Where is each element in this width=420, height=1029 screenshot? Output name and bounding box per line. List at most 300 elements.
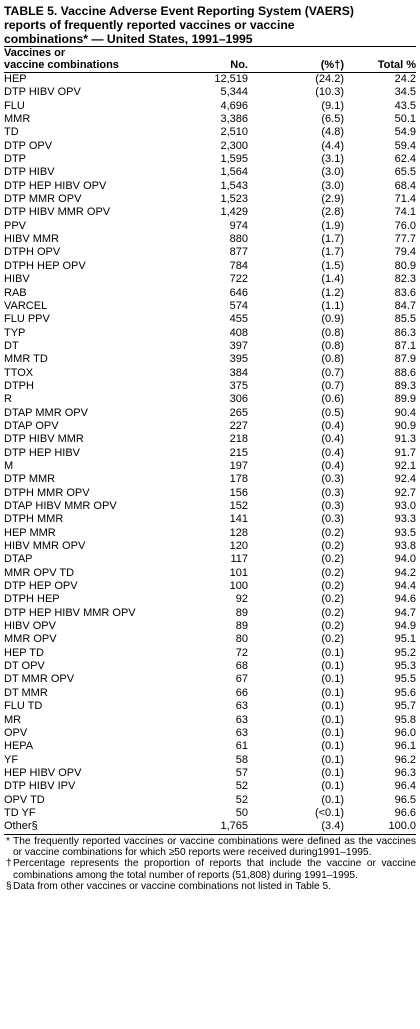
table-row bbox=[4, 794, 416, 807]
cell-count: 12,519 bbox=[214, 73, 248, 85]
table-row bbox=[4, 593, 416, 606]
cell-vaccine: DTP HEP OPV bbox=[4, 580, 78, 593]
cell-count: 395 bbox=[229, 353, 248, 366]
cell-count: 101 bbox=[229, 566, 248, 579]
cell-vaccine: TYP bbox=[4, 326, 26, 339]
cell-count: 89 bbox=[235, 606, 248, 619]
cell-count: 2,510 bbox=[220, 126, 248, 139]
table-row bbox=[4, 340, 416, 353]
cell-count: 375 bbox=[229, 379, 248, 392]
cell-vaccine: DT MMR OPV bbox=[4, 673, 75, 686]
cell-total: 87.1 bbox=[394, 339, 416, 352]
table-row bbox=[4, 607, 416, 620]
table-row bbox=[4, 273, 416, 286]
cell-vaccine: RAB bbox=[4, 286, 27, 299]
footnote bbox=[4, 858, 416, 881]
header-row bbox=[4, 47, 416, 73]
cell-count: 4,696 bbox=[220, 99, 248, 112]
cell-percent: (<0.1) bbox=[314, 806, 344, 819]
cell-vaccine: HIBV OPV bbox=[4, 620, 56, 633]
cell-count: 397 bbox=[229, 339, 248, 352]
table-row bbox=[4, 727, 416, 740]
footnote-text: Percentage represents the proportion of reports that include the vaccine or vaccine combinations among the total number of reports (51,808) during 1991–1995. bbox=[13, 858, 416, 881]
footnote-mark: * bbox=[6, 835, 10, 847]
cell-total: 94.4 bbox=[394, 580, 416, 593]
table-row bbox=[4, 807, 416, 820]
table-row bbox=[4, 140, 416, 153]
cell-count: 197 bbox=[229, 459, 248, 472]
cell-total: 95.7 bbox=[394, 700, 416, 713]
table-row bbox=[4, 193, 416, 206]
table-row bbox=[4, 367, 416, 380]
table-row bbox=[4, 327, 416, 340]
cell-vaccine: DT MMR bbox=[4, 686, 48, 699]
cell-total: 82.3 bbox=[394, 273, 416, 286]
footnote-text: Data from other vaccines or vaccine combinations not listed in Table 5. bbox=[13, 881, 332, 893]
cell-total: 96.0 bbox=[394, 726, 416, 739]
cell-count: 574 bbox=[229, 299, 248, 312]
cell-vaccine: TD bbox=[4, 126, 19, 139]
table-row bbox=[4, 86, 416, 99]
cell-percent: (0.1) bbox=[321, 766, 344, 779]
cell-total: 95.1 bbox=[394, 633, 416, 646]
cell-total: 100.0 bbox=[344, 820, 416, 834]
table-row bbox=[4, 500, 416, 513]
cell-percent: (3.0) bbox=[321, 179, 344, 192]
cell-count: 58 bbox=[235, 753, 248, 766]
cell-percent: (0.1) bbox=[321, 740, 344, 753]
table-row bbox=[4, 433, 416, 446]
cell-vaccine: DTP HIBV IPV bbox=[4, 780, 76, 793]
cell-percent: (0.1) bbox=[321, 753, 344, 766]
cell-count: 877 bbox=[229, 246, 248, 259]
col-header-percent: (%†) bbox=[320, 58, 344, 71]
cell-percent: (0.7) bbox=[321, 366, 344, 379]
cell-total: 88.6 bbox=[394, 366, 416, 379]
cell-vaccine: MMR OPV TD bbox=[4, 566, 75, 579]
cell-vaccine: DTP MMR OPV bbox=[4, 193, 82, 206]
cell-count: 384 bbox=[229, 366, 248, 379]
cell-percent: (10.3) bbox=[315, 86, 344, 99]
cell-total: 95.8 bbox=[394, 713, 416, 726]
table-row bbox=[4, 473, 416, 486]
table-row bbox=[4, 420, 416, 433]
cell-percent: (0.2) bbox=[321, 606, 344, 619]
cell-total: 43.5 bbox=[394, 99, 416, 112]
cell-vaccine: TD YF bbox=[4, 806, 36, 819]
cell-vaccine: DTP HIBV MMR OPV bbox=[4, 206, 111, 219]
table-title bbox=[4, 4, 416, 46]
table-row bbox=[4, 673, 416, 686]
cell-total: 95.3 bbox=[394, 660, 416, 673]
cell-vaccine: HEP MMR bbox=[4, 526, 56, 539]
cell-percent: (0.3) bbox=[321, 513, 344, 526]
table-row bbox=[4, 700, 416, 713]
table-row bbox=[4, 246, 416, 259]
table-row bbox=[4, 220, 416, 233]
cell-vaccine: HEP TD bbox=[4, 646, 44, 659]
cell-total: 96.4 bbox=[394, 780, 416, 793]
cell-total: 85.5 bbox=[394, 313, 416, 326]
table-row bbox=[4, 313, 416, 326]
cell-percent: (0.3) bbox=[321, 473, 344, 486]
cell-total: 62.4 bbox=[394, 153, 416, 166]
cell-total: 84.7 bbox=[394, 299, 416, 312]
cell-total: 89.9 bbox=[394, 393, 416, 406]
cell-count: 80 bbox=[235, 633, 248, 646]
table-row bbox=[4, 407, 416, 420]
cell-percent: (0.2) bbox=[321, 633, 344, 646]
cell-percent: (4.8) bbox=[321, 126, 344, 139]
cell-vaccine: OPV bbox=[4, 726, 28, 739]
table-row bbox=[4, 647, 416, 660]
footnote-text: The frequently reported vaccines or vaccine combinations were defined as the vaccines or vaccine combinations for which ≥50 reports were received during1991–1995. bbox=[13, 835, 416, 858]
cell-count: 52 bbox=[235, 793, 248, 806]
cell-count: 408 bbox=[229, 326, 248, 339]
table-row bbox=[4, 580, 416, 593]
cell-percent: (0.5) bbox=[321, 406, 344, 419]
table-row bbox=[4, 447, 416, 460]
col-header-vaccines: Vaccines or vaccine combinations bbox=[4, 47, 119, 71]
cell-total: 86.3 bbox=[394, 326, 416, 339]
cell-percent: (1.2) bbox=[321, 286, 344, 299]
title-line-3: combinations* — United States, 1991–1995 bbox=[4, 32, 253, 46]
cell-vaccine: DT OPV bbox=[4, 660, 45, 673]
cell-total: 50.1 bbox=[394, 113, 416, 126]
cell-total: 92.1 bbox=[394, 459, 416, 472]
cell-total: 93.0 bbox=[394, 500, 416, 512]
cell-percent: (0.8) bbox=[321, 326, 344, 339]
cell-vaccine: FLU bbox=[4, 99, 25, 112]
footnote bbox=[4, 836, 416, 859]
cell-percent: (0.1) bbox=[321, 780, 344, 793]
table-row bbox=[4, 287, 416, 300]
cell-percent: (0.9) bbox=[321, 313, 344, 326]
table-row bbox=[4, 820, 416, 834]
table-row bbox=[4, 780, 416, 793]
table-row bbox=[4, 260, 416, 273]
cell-vaccine: R bbox=[4, 393, 12, 406]
cell-percent: (0.1) bbox=[321, 726, 344, 739]
cell-percent: (0.1) bbox=[321, 686, 344, 699]
cell-count: 68 bbox=[235, 660, 248, 673]
table-row bbox=[4, 754, 416, 767]
cell-total: 83.6 bbox=[394, 286, 416, 299]
cell-total: 80.9 bbox=[394, 259, 416, 272]
cell-total: 74.1 bbox=[394, 206, 416, 219]
cell-vaccine: FLU PPV bbox=[4, 313, 50, 326]
cell-percent: (3.4) bbox=[248, 820, 344, 834]
cell-count: 152 bbox=[229, 500, 248, 512]
cell-vaccine: MR bbox=[4, 713, 22, 726]
table-row bbox=[4, 687, 416, 700]
cell-total: 54.9 bbox=[394, 126, 416, 139]
cell-percent: (6.5) bbox=[321, 113, 344, 126]
cell-percent: (0.1) bbox=[321, 700, 344, 713]
cell-vaccine: DTP HIBV OPV bbox=[4, 86, 81, 99]
cell-vaccine: DTAP HIBV MMR OPV bbox=[4, 500, 117, 512]
cell-total: 95.5 bbox=[394, 673, 416, 686]
cell-total: 76.0 bbox=[394, 219, 416, 232]
col-header-total: Total % bbox=[377, 58, 416, 71]
cell-total: 92.7 bbox=[394, 486, 416, 499]
cell-count: 1,564 bbox=[220, 166, 248, 179]
cell-count: 455 bbox=[229, 313, 248, 326]
cell-count: 880 bbox=[229, 233, 248, 246]
cell-total: 91.7 bbox=[394, 446, 416, 459]
cell-percent: (0.1) bbox=[321, 793, 344, 806]
cell-vaccine: DTPH MMR bbox=[4, 513, 64, 526]
cell-total: 68.4 bbox=[394, 179, 416, 192]
cell-total: 34.5 bbox=[394, 86, 416, 99]
cell-vaccine: DTP HEP HIBV MMR OPV bbox=[4, 606, 136, 619]
vaers-table bbox=[4, 47, 416, 835]
table-row bbox=[4, 513, 416, 526]
cell-count: 646 bbox=[229, 286, 248, 299]
cell-count: 1,765 bbox=[172, 820, 248, 834]
cell-total: 24.2 bbox=[394, 73, 416, 85]
cell-count: 1,543 bbox=[220, 179, 248, 192]
cell-total: 94.0 bbox=[394, 553, 416, 566]
cell-vaccine: DTP HEP HIBV bbox=[4, 446, 81, 459]
cell-vaccine: MMR bbox=[4, 113, 31, 126]
cell-percent: (1.1) bbox=[321, 299, 344, 312]
cell-count: 5,344 bbox=[220, 86, 248, 99]
cell-percent: (4.4) bbox=[321, 139, 344, 152]
footnote-mark: † bbox=[6, 858, 12, 870]
cell-count: 67 bbox=[235, 673, 248, 686]
cell-total: 93.3 bbox=[394, 513, 416, 526]
cell-total: 94.2 bbox=[394, 566, 416, 579]
cell-total: 91.3 bbox=[394, 433, 416, 446]
cell-total: 94.7 bbox=[394, 606, 416, 619]
table-row bbox=[4, 740, 416, 753]
cell-total: 96.1 bbox=[394, 740, 416, 753]
cell-vaccine: DTP HIBV bbox=[4, 166, 55, 179]
cell-vaccine: HEP HIBV OPV bbox=[4, 766, 82, 779]
cell-total: 96.3 bbox=[394, 766, 416, 779]
cell-vaccine: PPV bbox=[4, 219, 27, 232]
cell-vaccine: HIBV MMR OPV bbox=[4, 540, 86, 553]
cell-total: 71.4 bbox=[394, 193, 416, 206]
cell-percent: (0.3) bbox=[321, 486, 344, 499]
cell-total: 94.6 bbox=[394, 593, 416, 606]
cell-total: 93.5 bbox=[394, 526, 416, 539]
cell-count: 218 bbox=[229, 433, 248, 446]
cell-count: 1,429 bbox=[220, 206, 248, 219]
footnotes bbox=[4, 836, 416, 893]
cell-percent: (2.8) bbox=[321, 206, 344, 219]
table-row bbox=[4, 487, 416, 500]
table-row bbox=[4, 460, 416, 473]
cell-count: 63 bbox=[235, 700, 248, 713]
cell-vaccine: DTAP OPV bbox=[4, 419, 59, 432]
cell-vaccine: VARCEL bbox=[4, 299, 48, 312]
cell-total: 96.6 bbox=[394, 806, 416, 819]
cell-count: 57 bbox=[235, 766, 248, 779]
cell-total: 90.9 bbox=[394, 419, 416, 432]
cell-vaccine: DT bbox=[4, 339, 19, 352]
cell-percent: (0.2) bbox=[321, 540, 344, 553]
table-row bbox=[4, 126, 416, 139]
cell-percent: (1.7) bbox=[321, 233, 344, 246]
table-row bbox=[4, 113, 416, 126]
cell-count: 117 bbox=[230, 553, 248, 566]
table-body bbox=[4, 73, 416, 835]
cell-vaccine: DTP OPV bbox=[4, 139, 53, 152]
cell-total: 95.6 bbox=[394, 686, 416, 699]
cell-count: 100 bbox=[229, 580, 248, 593]
title-line-2: reports of frequently reported vaccines or vaccine bbox=[4, 18, 295, 32]
table-row bbox=[4, 527, 416, 540]
table-row bbox=[4, 620, 416, 633]
table-container bbox=[4, 0, 416, 893]
cell-count: 178 bbox=[229, 473, 248, 486]
cell-percent: (2.9) bbox=[321, 193, 344, 206]
cell-percent: (0.2) bbox=[321, 593, 344, 606]
table-row bbox=[4, 767, 416, 780]
cell-percent: (0.2) bbox=[321, 566, 344, 579]
cell-percent: (0.1) bbox=[321, 646, 344, 659]
cell-total: 59.4 bbox=[394, 139, 416, 152]
cell-count: 61 bbox=[235, 740, 248, 753]
cell-count: 141 bbox=[229, 513, 248, 526]
cell-percent: (0.1) bbox=[321, 713, 344, 726]
cell-count: 3,386 bbox=[220, 113, 248, 126]
cell-percent: (0.8) bbox=[321, 353, 344, 366]
cell-percent: (0.2) bbox=[321, 620, 344, 633]
cell-total: 65.5 bbox=[394, 166, 416, 179]
table-row bbox=[4, 166, 416, 179]
cell-count: 1,523 bbox=[220, 193, 248, 206]
cell-percent: (0.2) bbox=[321, 526, 344, 539]
table-row bbox=[4, 100, 416, 113]
cell-count: 52 bbox=[235, 780, 248, 793]
table-row bbox=[4, 73, 416, 87]
cell-vaccine: MMR TD bbox=[4, 353, 48, 366]
cell-vaccine: HEPA bbox=[4, 740, 34, 753]
footnote bbox=[4, 881, 416, 892]
cell-vaccine: DTP HIBV MMR bbox=[4, 433, 84, 446]
cell-percent: (1.5) bbox=[321, 259, 344, 272]
cell-vaccine: DTP HEP HIBV OPV bbox=[4, 179, 107, 192]
cell-percent: (24.2) bbox=[315, 73, 344, 85]
cell-total: 93.8 bbox=[394, 540, 416, 553]
cell-percent: (0.1) bbox=[321, 660, 344, 673]
cell-vaccine: OPV TD bbox=[4, 793, 45, 806]
cell-vaccine: DTPH OPV bbox=[4, 246, 61, 259]
cell-count: 120 bbox=[229, 540, 248, 553]
cell-vaccine: YF bbox=[4, 753, 19, 766]
cell-percent: (0.3) bbox=[321, 500, 344, 512]
table-row bbox=[4, 206, 416, 219]
cell-total: 79.4 bbox=[394, 246, 416, 259]
cell-vaccine: FLU TD bbox=[4, 700, 43, 713]
cell-vaccine: DTPH MMR OPV bbox=[4, 486, 90, 499]
cell-count: 227 bbox=[229, 419, 248, 432]
table-row bbox=[4, 660, 416, 673]
cell-count: 63 bbox=[235, 726, 248, 739]
cell-percent: (1.9) bbox=[321, 219, 344, 232]
cell-percent: (3.1) bbox=[321, 153, 344, 166]
cell-total: 95.2 bbox=[394, 646, 416, 659]
cell-count: 92 bbox=[235, 593, 248, 606]
table-row bbox=[4, 353, 416, 366]
cell-vaccine: HEP bbox=[4, 73, 27, 85]
cell-count: 156 bbox=[229, 486, 248, 499]
cell-count: 63 bbox=[235, 713, 248, 726]
cell-count: 72 bbox=[235, 646, 248, 659]
table-row bbox=[4, 180, 416, 193]
cell-percent: (0.4) bbox=[321, 419, 344, 432]
cell-count: 128 bbox=[229, 526, 248, 539]
table-row bbox=[4, 714, 416, 727]
cell-vaccine: Other§ bbox=[4, 820, 172, 834]
cell-percent: (0.4) bbox=[321, 459, 344, 472]
cell-count: 265 bbox=[229, 406, 248, 419]
cell-percent: (0.4) bbox=[321, 446, 344, 459]
cell-count: 306 bbox=[229, 393, 248, 406]
cell-vaccine: MMR OPV bbox=[4, 633, 57, 646]
cell-vaccine: DTPH HEP bbox=[4, 593, 60, 606]
cell-vaccine: M bbox=[4, 459, 14, 472]
cell-count: 215 bbox=[229, 446, 248, 459]
cell-percent: (1.4) bbox=[321, 273, 344, 286]
table-row bbox=[4, 153, 416, 166]
cell-total: 87.9 bbox=[394, 353, 416, 366]
table-row bbox=[4, 540, 416, 553]
cell-vaccine: DTP bbox=[4, 153, 26, 166]
cell-total: 96.5 bbox=[394, 793, 416, 806]
cell-count: 66 bbox=[235, 686, 248, 699]
cell-count: 784 bbox=[229, 259, 248, 272]
cell-percent: (9.1) bbox=[321, 99, 344, 112]
cell-count: 974 bbox=[229, 219, 248, 232]
cell-vaccine: DTP MMR bbox=[4, 473, 56, 486]
table-row bbox=[4, 233, 416, 246]
table-row bbox=[4, 300, 416, 313]
table-row bbox=[4, 380, 416, 393]
cell-vaccine: DTAP MMR OPV bbox=[4, 406, 88, 419]
footnote-mark: § bbox=[6, 881, 12, 893]
cell-total: 77.7 bbox=[394, 233, 416, 246]
cell-count: 50 bbox=[235, 806, 248, 819]
cell-vaccine: HIBV bbox=[4, 273, 30, 286]
table-row bbox=[4, 393, 416, 406]
cell-count: 89 bbox=[235, 620, 248, 633]
cell-percent: (3.0) bbox=[321, 166, 344, 179]
cell-count: 722 bbox=[229, 273, 248, 286]
table-row bbox=[4, 633, 416, 646]
cell-count: 2,300 bbox=[220, 139, 248, 152]
cell-total: 96.2 bbox=[394, 753, 416, 766]
cell-percent: (0.4) bbox=[321, 433, 344, 446]
cell-total: 90.4 bbox=[394, 406, 416, 419]
cell-percent: (0.8) bbox=[321, 339, 344, 352]
cell-count: 1,595 bbox=[220, 153, 248, 166]
col-header-no: No. bbox=[230, 58, 248, 71]
title-line-1: TABLE 5. Vaccine Adverse Event Reporting System (VAERS) bbox=[4, 4, 354, 18]
cell-vaccine: DTAP bbox=[4, 553, 33, 566]
cell-total: 94.9 bbox=[394, 620, 416, 633]
cell-percent: (0.1) bbox=[321, 673, 344, 686]
table-row bbox=[4, 553, 416, 566]
table-row bbox=[4, 567, 416, 580]
cell-vaccine: HIBV MMR bbox=[4, 233, 59, 246]
cell-total: 92.4 bbox=[394, 473, 416, 486]
cell-percent: (0.7) bbox=[321, 379, 344, 392]
cell-percent: (0.2) bbox=[321, 553, 344, 566]
